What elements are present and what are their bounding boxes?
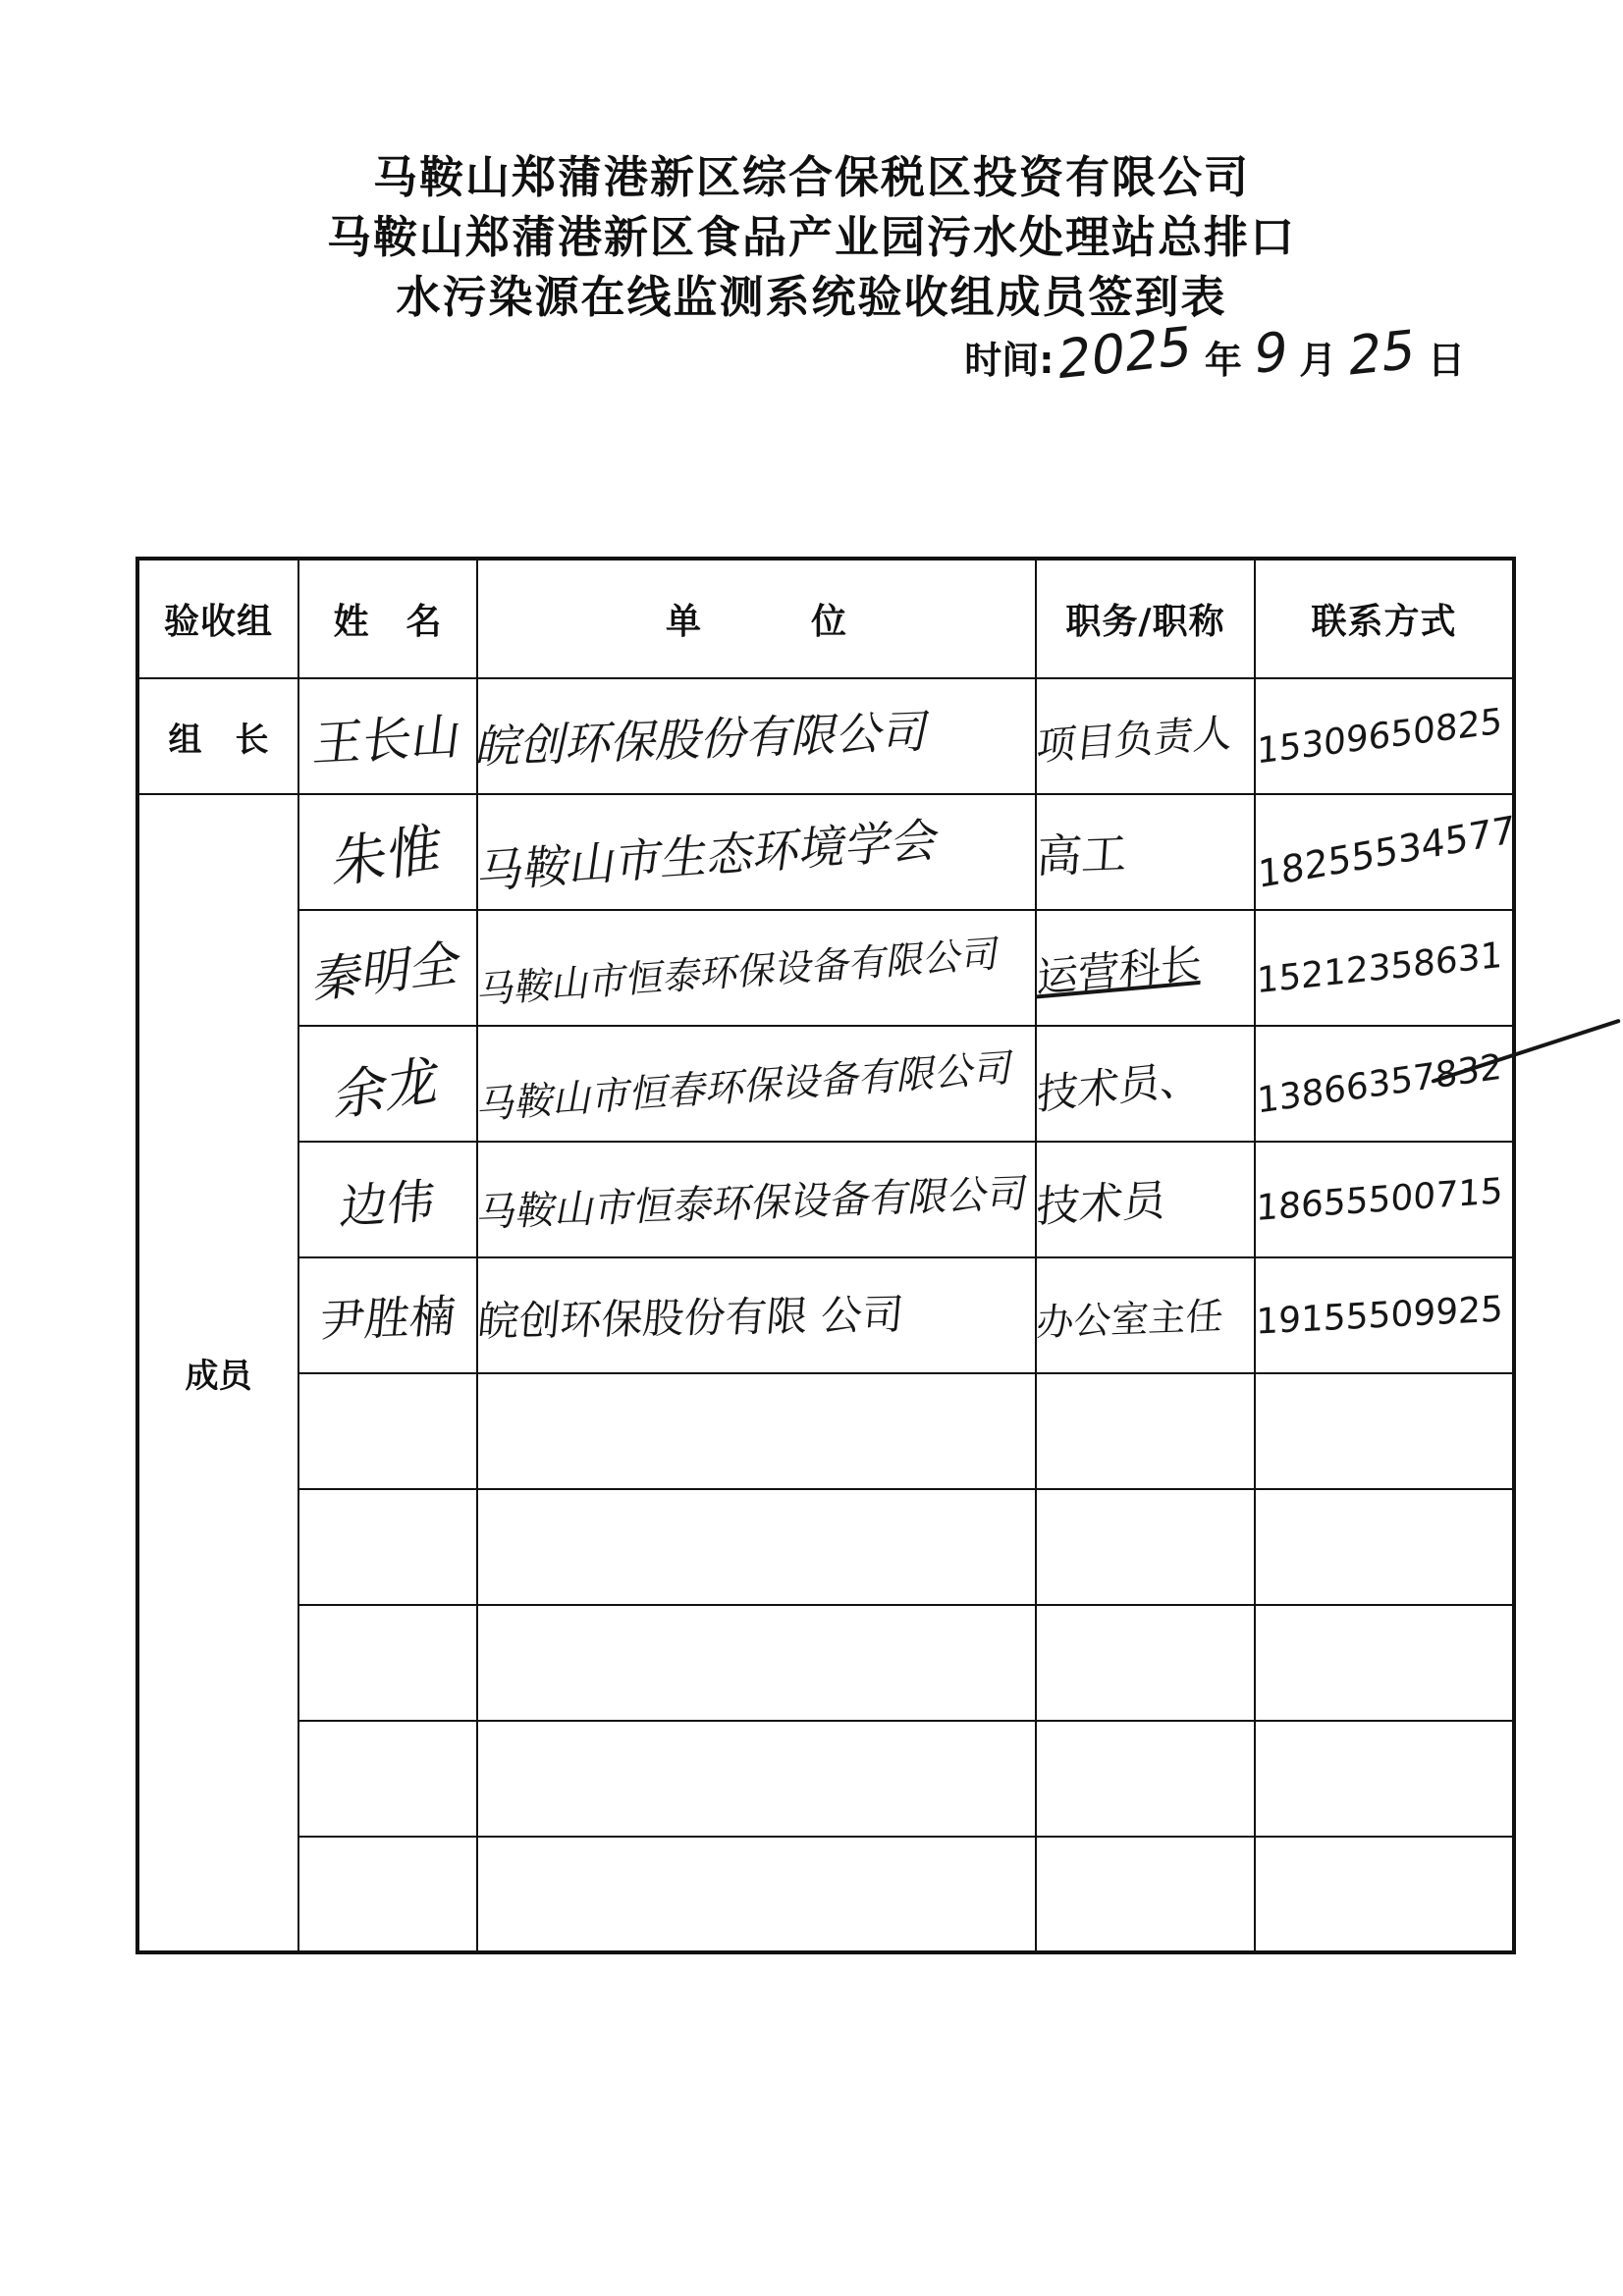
member-phone-signature: 15212358631	[1256, 934, 1503, 1001]
member-unit-signature: 马鞍山市恒春环保设备有限公司	[474, 1045, 1017, 1129]
title-line-2: 马鞍山郑蒲港新区食品产业园污水处理站总排口	[326, 211, 1296, 263]
signin-table	[135, 557, 1516, 1954]
empty-row	[137, 1837, 1514, 1952]
member-unit-signature: 马鞍山市生态环境学会	[474, 812, 943, 900]
leader-title-signature: 项目负责人	[1034, 710, 1235, 770]
date-year-handwritten: 2025	[1055, 314, 1196, 392]
date-year-unit: 年	[1204, 339, 1242, 382]
role-leader-label: 组 长	[137, 678, 298, 794]
member-row	[137, 910, 1514, 1026]
leader-unit-signature: 皖创环保股份有限公司	[471, 704, 936, 774]
member-title-signature: 技术员	[1034, 1175, 1168, 1233]
member-title-signature: 运营科长	[1035, 938, 1203, 1002]
leader-name-signature: 王长山	[310, 707, 464, 774]
member-row	[137, 794, 1514, 910]
col-header-name: 姓 名	[298, 559, 477, 678]
title-line-3: 水污染源在线监测系统验收组成员签到表	[396, 271, 1227, 323]
date-day-unit: 日	[1427, 339, 1465, 382]
member-name-signature: 余龙	[331, 1046, 444, 1130]
col-header-unit: 单 位	[477, 559, 1036, 678]
title-line-1: 马鞍山郑蒲港新区综合保税区投资有限公司	[372, 151, 1250, 203]
col-header-contact: 联系方式	[1255, 559, 1514, 678]
member-row	[137, 1257, 1514, 1373]
document-title-block	[0, 147, 1623, 327]
date-label: 时间:	[964, 339, 1055, 382]
role-member-label: 成员	[137, 794, 298, 1952]
member-phone-signature: 18255534577	[1257, 807, 1516, 897]
member-title-signature: 办公室主任	[1035, 1294, 1225, 1344]
member-unit-signature: 皖创环保股份有限 公司	[475, 1290, 906, 1346]
member-name-signature: 朱惟	[330, 816, 445, 897]
member-unit-signature: 马鞍山市恒泰环保设备有限公司	[475, 931, 1002, 1012]
member-unit-signature: 马鞍山市恒泰环保设备有限公司	[473, 1170, 1032, 1236]
date-month-handwritten: 9	[1250, 319, 1291, 387]
member-name-signature: 尹胜楠	[316, 1289, 459, 1348]
member-phone-signature: 19155509925	[1255, 1288, 1504, 1343]
member-row	[137, 1026, 1514, 1142]
member-name-signature: 边伟	[337, 1172, 438, 1236]
col-header-title: 职务/职称	[1036, 559, 1255, 678]
col-header-group: 验收组	[137, 559, 298, 678]
leader-row	[137, 678, 1514, 794]
member-name-signature: 秦明全	[310, 934, 464, 1010]
empty-row	[137, 1605, 1514, 1721]
member-phone-signature: 13866357832	[1256, 1045, 1503, 1122]
empty-row	[137, 1721, 1514, 1837]
empty-row	[137, 1373, 1514, 1489]
member-title-signature: 高工	[1034, 827, 1129, 883]
date-day-handwritten: 25	[1345, 317, 1420, 389]
date-month-unit: 月	[1299, 339, 1337, 382]
member-phone-signature: 18655500715	[1255, 1170, 1504, 1229]
member-row	[137, 1142, 1514, 1257]
member-title-signature: 技术员、	[1035, 1052, 1204, 1120]
leader-phone-signature: 15309650825	[1256, 700, 1503, 773]
header-row	[137, 559, 1514, 678]
date-line	[0, 314, 1473, 392]
empty-row	[137, 1489, 1514, 1605]
